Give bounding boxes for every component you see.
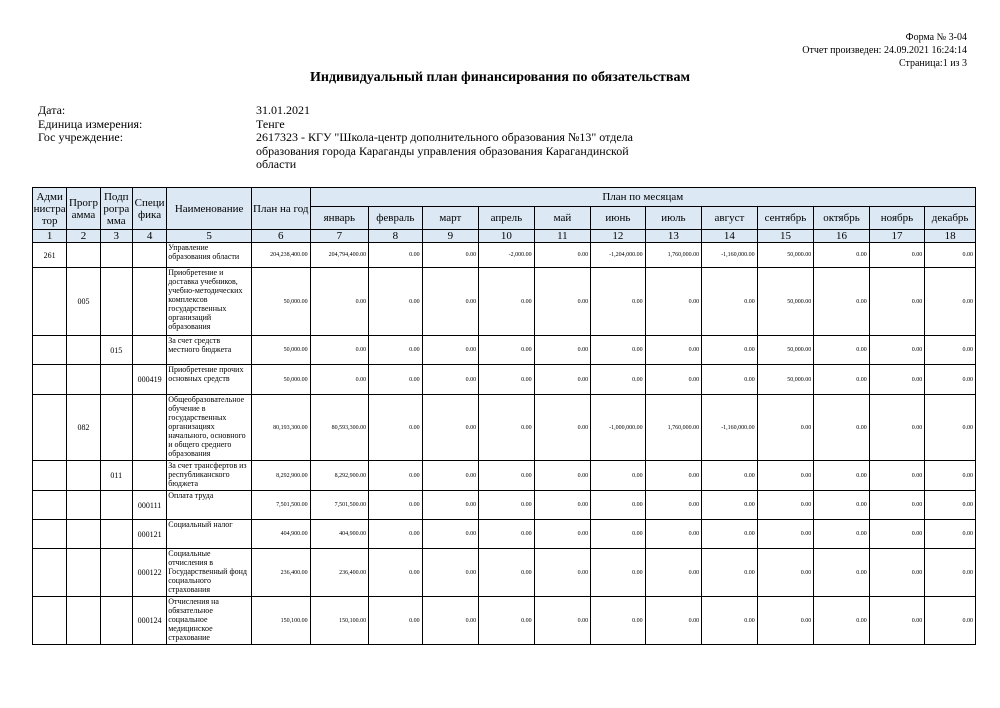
cell-month-value: 0.00 xyxy=(422,243,479,268)
cell-month-value: 404,900.00 xyxy=(310,520,369,549)
cell-month-value: 0.00 xyxy=(869,395,925,461)
cell-plan-year: 404,900.00 xyxy=(252,520,311,549)
cell-month-value: 0.00 xyxy=(534,395,591,461)
meta-date xyxy=(38,104,636,118)
cell-month-value: 0.00 xyxy=(869,491,925,520)
cell-month-value: 0.00 xyxy=(869,549,925,597)
cell-month-value: 0.00 xyxy=(869,461,925,491)
cell-month-value: 0.00 xyxy=(479,549,535,597)
cell-month-value: 0.00 xyxy=(591,336,646,365)
cell-month-value: 0.00 xyxy=(422,491,479,520)
cell-month-value: 0.00 xyxy=(757,491,814,520)
cell-month-value: 0.00 xyxy=(702,491,758,520)
cell-month-value: 0.00 xyxy=(591,597,646,645)
col-month: октябрь xyxy=(814,207,870,230)
col-number: 8 xyxy=(369,230,423,243)
cell-month-value: 0.00 xyxy=(534,549,591,597)
cell-month-value: 0.00 xyxy=(534,461,591,491)
cell-admin xyxy=(33,365,67,395)
cell-month-value: 0.00 xyxy=(591,365,646,395)
cell-month-value: 0.00 xyxy=(645,549,702,597)
cell-name: За счет трансфертов из республиканского бюджета xyxy=(167,461,252,491)
report-header xyxy=(802,31,967,70)
cell-month-value: 7,501,500.00 xyxy=(310,491,369,520)
cell-month-value: 0.00 xyxy=(757,520,814,549)
col-number: 18 xyxy=(925,230,976,243)
cell-program xyxy=(67,243,100,268)
cell-month-value: 0.00 xyxy=(925,395,976,461)
cell-program xyxy=(67,597,100,645)
meta-label: Единица измерения: xyxy=(38,116,143,131)
cell-month-value: 0.00 xyxy=(702,520,758,549)
cell-subprogram xyxy=(100,268,132,336)
meta-value: Тенге xyxy=(256,116,285,131)
cell-month-value: 0.00 xyxy=(479,336,535,365)
cell-subprogram xyxy=(100,520,132,549)
cell-plan-year: 204,238,400.00 xyxy=(252,243,311,268)
cell-month-value: 0.00 xyxy=(645,336,702,365)
meta-value: 31.01.2021 xyxy=(256,103,310,117)
cell-month-value: 0.00 xyxy=(869,365,925,395)
col-program: Прогр амма xyxy=(67,188,100,230)
cell-program xyxy=(67,491,100,520)
cell-month-value: 0.00 xyxy=(369,268,423,336)
cell-admin xyxy=(33,461,67,491)
cell-month-value: 0.00 xyxy=(591,268,646,336)
cell-month-value: 0.00 xyxy=(814,336,870,365)
col-subprogram: Подп рогра мма xyxy=(100,188,132,230)
col-month: декабрь xyxy=(925,207,976,230)
table-row xyxy=(33,243,976,268)
cell-month-value: 0.00 xyxy=(369,520,423,549)
col-name: Наименование xyxy=(167,188,252,230)
cell-month-value: 0.00 xyxy=(479,597,535,645)
cell-program xyxy=(67,520,100,549)
cell-month-value: 0.00 xyxy=(479,461,535,491)
cell-plan-year: 50,000.00 xyxy=(252,268,311,336)
cell-month-value: 0.00 xyxy=(534,597,591,645)
cell-month-value: 0.00 xyxy=(369,365,423,395)
table-row xyxy=(33,461,976,491)
cell-month-value: 0.00 xyxy=(702,461,758,491)
cell-name: Общеобразовательное обучение в государственных организациях начального, основного и общего среднего образования xyxy=(167,395,252,461)
cell-month-value: 0.00 xyxy=(925,243,976,268)
cell-spec: 000121 xyxy=(132,520,166,549)
cell-month-value: 50,000.00 xyxy=(757,336,814,365)
cell-month-value: 0.00 xyxy=(422,549,479,597)
cell-plan-year: 8,292,900.00 xyxy=(252,461,311,491)
cell-month-value: 0.00 xyxy=(479,268,535,336)
col-number: 17 xyxy=(869,230,925,243)
cell-month-value: 0.00 xyxy=(925,365,976,395)
table-row xyxy=(33,491,976,520)
cell-month-value: 0.00 xyxy=(591,461,646,491)
cell-subprogram xyxy=(100,243,132,268)
meta-unit xyxy=(38,118,636,132)
cell-plan-year: 80,193,300.00 xyxy=(252,395,311,461)
table-row xyxy=(33,549,976,597)
cell-month-value: 0.00 xyxy=(534,491,591,520)
cell-month-value: 0.00 xyxy=(869,520,925,549)
col-month: июнь xyxy=(591,207,646,230)
cell-month-value: 0.00 xyxy=(310,268,369,336)
col-spec: Специ фика xyxy=(132,188,166,230)
cell-month-value: 0.00 xyxy=(814,268,870,336)
cell-month-value: 0.00 xyxy=(422,597,479,645)
cell-name: За счет средств местного бюджета xyxy=(167,336,252,365)
cell-month-value: 0.00 xyxy=(369,491,423,520)
cell-program xyxy=(67,549,100,597)
cell-subprogram xyxy=(100,395,132,461)
cell-month-value: 0.00 xyxy=(702,336,758,365)
cell-month-value: 0.00 xyxy=(422,268,479,336)
cell-month-value: 0.00 xyxy=(925,461,976,491)
cell-month-value: 0.00 xyxy=(869,268,925,336)
table-row xyxy=(33,597,976,645)
cell-month-value: 0.00 xyxy=(479,520,535,549)
col-month: ноябрь xyxy=(869,207,925,230)
cell-month-value: 0.00 xyxy=(479,365,535,395)
col-number: 10 xyxy=(479,230,535,243)
col-number: 2 xyxy=(67,230,100,243)
cell-month-value: 0.00 xyxy=(814,549,870,597)
cell-month-value: 0.00 xyxy=(925,268,976,336)
col-number: 14 xyxy=(702,230,758,243)
cell-month-value: 0.00 xyxy=(925,549,976,597)
page-number: Страница:1 из 3 xyxy=(898,58,967,69)
cell-admin xyxy=(33,336,67,365)
cell-month-value: 0.00 xyxy=(534,243,591,268)
cell-plan-year: 50,000.00 xyxy=(252,365,311,395)
cell-name: Отчисления на обязательное социальное медицинское страхование xyxy=(167,597,252,645)
cell-admin xyxy=(33,268,67,336)
cell-admin xyxy=(33,491,67,520)
table-row xyxy=(33,365,976,395)
col-number: 13 xyxy=(645,230,702,243)
cell-program xyxy=(67,336,100,365)
cell-month-value: 0.00 xyxy=(534,268,591,336)
col-month: февраль xyxy=(369,207,423,230)
cell-month-value: 0.00 xyxy=(422,365,479,395)
table-row xyxy=(33,395,976,461)
meta-label: Дата: xyxy=(38,103,66,117)
cell-name: Оплата труда xyxy=(167,491,252,520)
report-generated: Отчет произведен: 24.09.2021 16:24:14 xyxy=(802,45,967,56)
cell-spec: 000111 xyxy=(132,491,166,520)
cell-subprogram xyxy=(100,549,132,597)
cell-name: Приобретение и доставка учебников, учебно-методических комплексов государственных организаций образования xyxy=(167,268,252,336)
meta-value: 2617323 - КГУ "Школа-центр дополнительного образования №13" отдела образования города Караганды управления образования Карагандинской области xyxy=(256,130,633,171)
cell-plan-year: 50,000.00 xyxy=(252,336,311,365)
col-month: сентябрь xyxy=(757,207,814,230)
cell-month-value: 0.00 xyxy=(814,597,870,645)
cell-admin xyxy=(33,395,67,461)
cell-month-value: 0.00 xyxy=(534,365,591,395)
cell-plan-year: 150,100.00 xyxy=(252,597,311,645)
cell-plan-year: 236,400.00 xyxy=(252,549,311,597)
cell-month-value: 0.00 xyxy=(645,520,702,549)
cell-month-value: 50,000.00 xyxy=(757,365,814,395)
col-plan-months: План по месяцам xyxy=(310,188,975,207)
col-number: 4 xyxy=(132,230,166,243)
cell-month-value: 236,400.00 xyxy=(310,549,369,597)
cell-month-value: 0.00 xyxy=(534,520,591,549)
cell-month-value: 0.00 xyxy=(925,597,976,645)
cell-month-value: 0.00 xyxy=(369,336,423,365)
cell-month-value: 0.00 xyxy=(757,549,814,597)
cell-month-value: 0.00 xyxy=(925,336,976,365)
cell-month-value: 0.00 xyxy=(925,520,976,549)
cell-month-value: 0.00 xyxy=(814,491,870,520)
cell-month-value: 0.00 xyxy=(591,491,646,520)
cell-subprogram xyxy=(100,365,132,395)
col-number: 3 xyxy=(100,230,132,243)
cell-spec xyxy=(132,336,166,365)
document-meta xyxy=(38,104,636,172)
col-number: 6 xyxy=(252,230,311,243)
cell-month-value: 0.00 xyxy=(310,365,369,395)
cell-month-value: 0.00 xyxy=(645,365,702,395)
cell-spec xyxy=(132,395,166,461)
cell-month-value: 0.00 xyxy=(702,268,758,336)
cell-month-value: 0.00 xyxy=(369,461,423,491)
meta-institution xyxy=(38,131,636,172)
cell-program: 082 xyxy=(67,395,100,461)
cell-admin: 261 xyxy=(33,243,67,268)
cell-month-value: 0.00 xyxy=(369,395,423,461)
document-title: Индивидуальный план финансирования по обязательствам xyxy=(309,70,691,85)
col-number: 1 xyxy=(33,230,67,243)
cell-month-value: 1,760,000.00 xyxy=(645,243,702,268)
cell-program xyxy=(67,365,100,395)
cell-spec xyxy=(132,268,166,336)
cell-month-value: 0.00 xyxy=(534,336,591,365)
cell-month-value: 0.00 xyxy=(645,491,702,520)
cell-month-value: 0.00 xyxy=(925,491,976,520)
cell-month-value: 0.00 xyxy=(869,243,925,268)
col-month: май xyxy=(534,207,591,230)
meta-label: Гос учреждение: xyxy=(38,130,124,144)
col-number: 11 xyxy=(534,230,591,243)
cell-month-value: 0.00 xyxy=(757,461,814,491)
cell-admin xyxy=(33,520,67,549)
cell-month-value: 0.00 xyxy=(422,395,479,461)
financing-plan-table xyxy=(32,187,976,645)
col-plan-year: План на год xyxy=(252,188,311,230)
cell-month-value: 0.00 xyxy=(702,365,758,395)
cell-month-value: 0.00 xyxy=(814,395,870,461)
cell-plan-year: 7,501,500.00 xyxy=(252,491,311,520)
cell-month-value: 204,794,400.00 xyxy=(310,243,369,268)
cell-month-value: 0.00 xyxy=(869,336,925,365)
cell-program: 005 xyxy=(67,268,100,336)
cell-name: Социальные отчисления в Государственный фонд социального страхования xyxy=(167,549,252,597)
cell-month-value: 0.00 xyxy=(869,597,925,645)
cell-subprogram xyxy=(100,597,132,645)
cell-spec: 000124 xyxy=(132,597,166,645)
col-month: январь xyxy=(310,207,369,230)
cell-month-value: 150,100.00 xyxy=(310,597,369,645)
cell-month-value: 0.00 xyxy=(422,336,479,365)
cell-month-value: -1,204,000.00 xyxy=(591,243,646,268)
cell-month-value: 0.00 xyxy=(645,268,702,336)
col-month: апрель xyxy=(479,207,535,230)
cell-month-value: 0.00 xyxy=(422,520,479,549)
cell-month-value: 0.00 xyxy=(310,336,369,365)
cell-month-value: 0.00 xyxy=(591,549,646,597)
cell-subprogram: 015 xyxy=(100,336,132,365)
cell-month-value: 50,000.00 xyxy=(757,243,814,268)
cell-name: Социальный налог xyxy=(167,520,252,549)
cell-month-value: 0.00 xyxy=(814,461,870,491)
cell-month-value: 0.00 xyxy=(591,520,646,549)
cell-admin xyxy=(33,549,67,597)
cell-month-value: 0.00 xyxy=(814,365,870,395)
col-number: 16 xyxy=(814,230,870,243)
cell-month-value: -2,000.00 xyxy=(479,243,535,268)
table-row xyxy=(33,268,976,336)
cell-month-value: -1,160,000.00 xyxy=(702,395,758,461)
cell-month-value: 0.00 xyxy=(422,461,479,491)
cell-spec: 000122 xyxy=(132,549,166,597)
cell-subprogram: 011 xyxy=(100,461,132,491)
table-row xyxy=(33,336,976,365)
cell-month-value: 0.00 xyxy=(757,597,814,645)
cell-month-value: 0.00 xyxy=(479,395,535,461)
cell-spec xyxy=(132,243,166,268)
cell-month-value: 80,593,300.00 xyxy=(310,395,369,461)
col-admin: Адми нистра тор xyxy=(33,188,67,230)
cell-month-value: 0.00 xyxy=(369,597,423,645)
cell-month-value: 1,760,000.00 xyxy=(645,395,702,461)
cell-month-value: 0.00 xyxy=(814,243,870,268)
col-number: 15 xyxy=(757,230,814,243)
cell-month-value: 0.00 xyxy=(702,549,758,597)
cell-program xyxy=(67,461,100,491)
cell-month-value: 8,292,900.00 xyxy=(310,461,369,491)
cell-month-value: 0.00 xyxy=(479,491,535,520)
col-number: 9 xyxy=(422,230,479,243)
col-month: март xyxy=(422,207,479,230)
cell-spec xyxy=(132,461,166,491)
cell-name: Управление образования области xyxy=(167,243,252,268)
cell-month-value: 0.00 xyxy=(645,461,702,491)
col-month: август xyxy=(702,207,758,230)
cell-month-value: -1,160,000.00 xyxy=(702,243,758,268)
col-number: 12 xyxy=(591,230,646,243)
cell-admin xyxy=(33,597,67,645)
cell-month-value: -1,000,000.00 xyxy=(591,395,646,461)
cell-month-value: 0.00 xyxy=(645,597,702,645)
col-number: 5 xyxy=(167,230,252,243)
cell-name: Приобретение прочих основных средств xyxy=(167,365,252,395)
col-number: 7 xyxy=(310,230,369,243)
cell-month-value: 0.00 xyxy=(757,395,814,461)
cell-subprogram xyxy=(100,491,132,520)
col-month: июль xyxy=(645,207,702,230)
cell-month-value: 0.00 xyxy=(702,597,758,645)
cell-spec: 000419 xyxy=(132,365,166,395)
cell-month-value: 0.00 xyxy=(814,520,870,549)
cell-month-value: 0.00 xyxy=(369,549,423,597)
cell-month-value: 0.00 xyxy=(369,243,423,268)
form-number: Форма № 3-04 xyxy=(905,32,967,43)
table-row xyxy=(33,520,976,549)
cell-month-value: 50,000.00 xyxy=(757,268,814,336)
